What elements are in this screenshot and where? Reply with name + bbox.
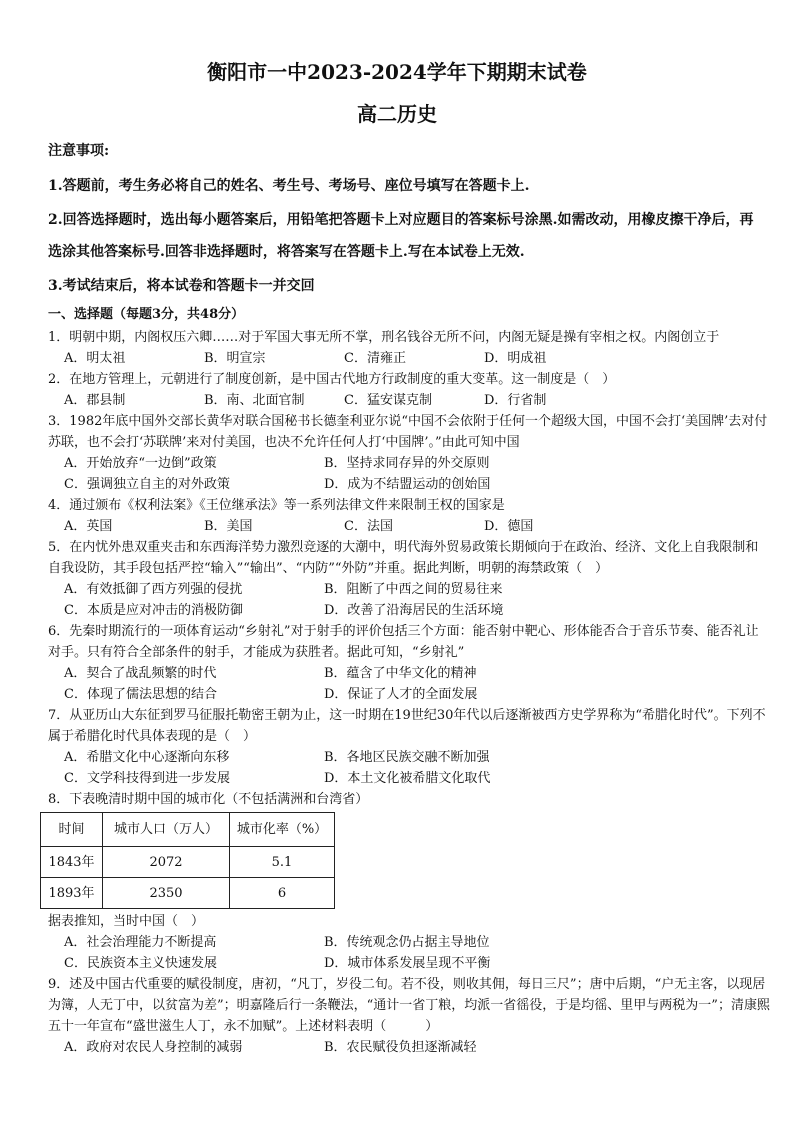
- option-group: [48, 453, 770, 495]
- option-a: A．社会治理能力不断提高: [64, 935, 217, 950]
- question-7: [48, 705, 770, 789]
- table-cell: 6: [230, 878, 335, 909]
- option-b: B．明宣宗: [204, 351, 266, 366]
- option-b: B．南、北面官制: [204, 393, 305, 408]
- option-c: C．强调独立自主的对外政策: [64, 477, 230, 492]
- option-d: D．明成祖: [484, 351, 547, 366]
- question-5: [48, 537, 770, 621]
- option-b: B．农民赋役负担逐渐减轻: [324, 1040, 477, 1055]
- option-a: A．有效抵御了西方列强的侵扰: [64, 582, 243, 597]
- option-group: [48, 390, 770, 411]
- option-c: C．文学科技得到进一步发展: [64, 771, 230, 786]
- question-3: [48, 411, 770, 495]
- option-group: [48, 1037, 770, 1058]
- table-header: 城市人口（万人）: [103, 813, 230, 847]
- table-cell: 1843年: [41, 847, 103, 878]
- question-list: [48, 327, 770, 1058]
- option-a: A．郡县制: [64, 393, 126, 408]
- table-header-row: [41, 813, 335, 847]
- question-8: [48, 789, 770, 974]
- question-1: [48, 327, 770, 369]
- option-a: A．政府对农民人身控制的减弱: [64, 1040, 243, 1055]
- option-a: A．希腊文化中心逐渐向东移: [64, 750, 230, 765]
- option-group: [48, 663, 770, 705]
- option-group: [48, 579, 770, 621]
- table-cell: 5.1: [230, 847, 335, 878]
- option-a: A．英国: [64, 519, 113, 534]
- notice-item-3: 3.考试结束后，将本试卷和答题卡一并交回: [48, 278, 315, 294]
- question-stem: 3．1982年底中国外交部长黄华对联合国秘书长德奎利亚尔说“中国不会依附于任何一个超级大国，中国不会打‘美国牌’去对付苏联，也不会打‘苏联牌’来对付美国，也决不允许任何人打‘中国牌’。”由此可知中国: [48, 414, 768, 450]
- option-group: [48, 516, 770, 537]
- question-stem: 7．从亚历山大东征到罗马征服托勒密王朝为止，这一时期在19世纪30年代以后逐渐被西方史学界称为“希腊化时代”。下列不属于希腊化时代具体表现的是（ ）: [48, 708, 766, 744]
- notice-item-2: 2.回答选择题时，选出每小题答案后，用铅笔把答题卡上对应题目的答案标号涂黑.如需改动，用橡皮擦干净后，再选涂其他答案标号.回答非选择题时，将答案写在答题卡上.写在本试卷上无效.: [48, 212, 754, 260]
- notice-item-1: 1.答题前，考生务必将自己的姓名、考生号、考场号、座位号填写在答题卡上.: [48, 178, 530, 194]
- option-d: D．改善了沿海居民的生活环境: [324, 603, 504, 618]
- option-c: C．本质是应对冲击的消极防御: [64, 603, 243, 618]
- option-b: B．蕴含了中华文化的精神: [324, 666, 477, 681]
- option-c: C．猛安谋克制: [344, 393, 432, 408]
- option-a: A．明太祖: [64, 351, 126, 366]
- urbanization-table: [40, 812, 335, 909]
- option-b: B．各地区民族交融不断加强: [324, 750, 490, 765]
- table-cell: 2072: [103, 847, 230, 878]
- option-d: D．德国: [484, 519, 534, 534]
- question-stem: 6．先秦时期流行的一项体育运动“乡射礼”对于射手的评价包括三个方面：能否射中靶心、形体能否合于音乐节奏、能否礼让对手。只有符合全部条件的射手，才能成为获胜者。据此可知，“乡射礼”: [48, 624, 759, 660]
- question-prompt: 据表推知，当时中国（ ）: [48, 914, 205, 929]
- exam-title: 衡阳市一中2023-2024学年下期期末试卷: [207, 60, 587, 84]
- option-d: D．本土文化被希腊文化取代: [324, 771, 491, 786]
- option-a: A．契合了战乱频繁的时代: [64, 666, 217, 681]
- option-group: [48, 747, 770, 789]
- table-cell: 2350: [103, 878, 230, 909]
- section-heading: 一、选择题（每题3分，共48分）: [48, 307, 245, 322]
- option-c: C．民族资本主义快速发展: [64, 956, 217, 971]
- option-d: D．行省制: [484, 393, 547, 408]
- table-row: [41, 847, 335, 878]
- question-6: [48, 621, 770, 705]
- question-stem: 9．述及中国古代重要的赋役制度，唐初，“凡丁，岁役二旬。若不役，则收其佣，每日三尺”；唐中后期，“户无主客，以现居为簿，人无丁中，以贫富为差”；明嘉隆后行一条鞭法，“通计一省丁粮，均派一省徭役，于是均徭、里甲与两税为一”；清康熙五十一年宣布“盛世滋生人丁，永不加赋”。上述材料表明（ ）: [48, 977, 770, 1034]
- option-b: B．美国: [204, 519, 253, 534]
- option-b: B．阻断了中西之间的贸易往来: [324, 582, 503, 597]
- question-9: [48, 974, 770, 1058]
- question-4: [48, 495, 770, 537]
- option-b: B．坚持求同存异的外交原则: [324, 456, 490, 471]
- table-cell: 1893年: [41, 878, 103, 909]
- option-d: D．城市体系发展呈现不平衡: [324, 956, 491, 971]
- option-d: D．成为不结盟运动的创始国: [324, 477, 491, 492]
- option-group: [48, 932, 770, 974]
- option-d: D．保证了人才的全面发展: [324, 687, 478, 702]
- question-stem: 1．明朝中期，内阁权压六卿……对于军国大事无所不掌，刑名钱谷无所不问，内阁无疑是操有宰相之权。内阁创立于: [48, 330, 720, 345]
- option-a: A．开始放弃“一边倒”政策: [64, 456, 217, 471]
- question-stem: 5．在内忧外患双重夹击和东西海洋势力激烈竞逐的大潮中，明代海外贸易政策长期倾向于在政治、经济、文化上自我限制和自我设防，其手段包括严控“输入”“输出”、“内防”“外防”并重。据此判断，明朝的海禁政策（ ）: [48, 540, 759, 576]
- option-c: C．法国: [344, 519, 393, 534]
- table-header: 城市化率（%）: [230, 813, 335, 847]
- option-c: C．体现了儒法思想的结合: [64, 687, 217, 702]
- option-c: C．清雍正: [344, 351, 406, 366]
- table-header: 时间: [41, 813, 103, 847]
- question-2: [48, 369, 770, 411]
- notice-heading: 注意事项:: [48, 143, 110, 159]
- option-group: [48, 348, 770, 369]
- exam-subtitle: 高二历史: [357, 102, 437, 126]
- question-stem: 4．通过颁布《权利法案》《王位继承法》等一系列法律文件来限制王权的国家是: [48, 498, 505, 513]
- question-stem: 8．下表晚清时期中国的城市化（不包括满洲和台湾省）: [48, 792, 369, 807]
- table-row: [41, 878, 335, 909]
- question-stem: 2．在地方管理上，元朝进行了制度创新，是中国古代地方行政制度的重大变革。这一制度是（ ）: [48, 372, 616, 387]
- option-b: B．传统观念仍占据主导地位: [324, 935, 490, 950]
